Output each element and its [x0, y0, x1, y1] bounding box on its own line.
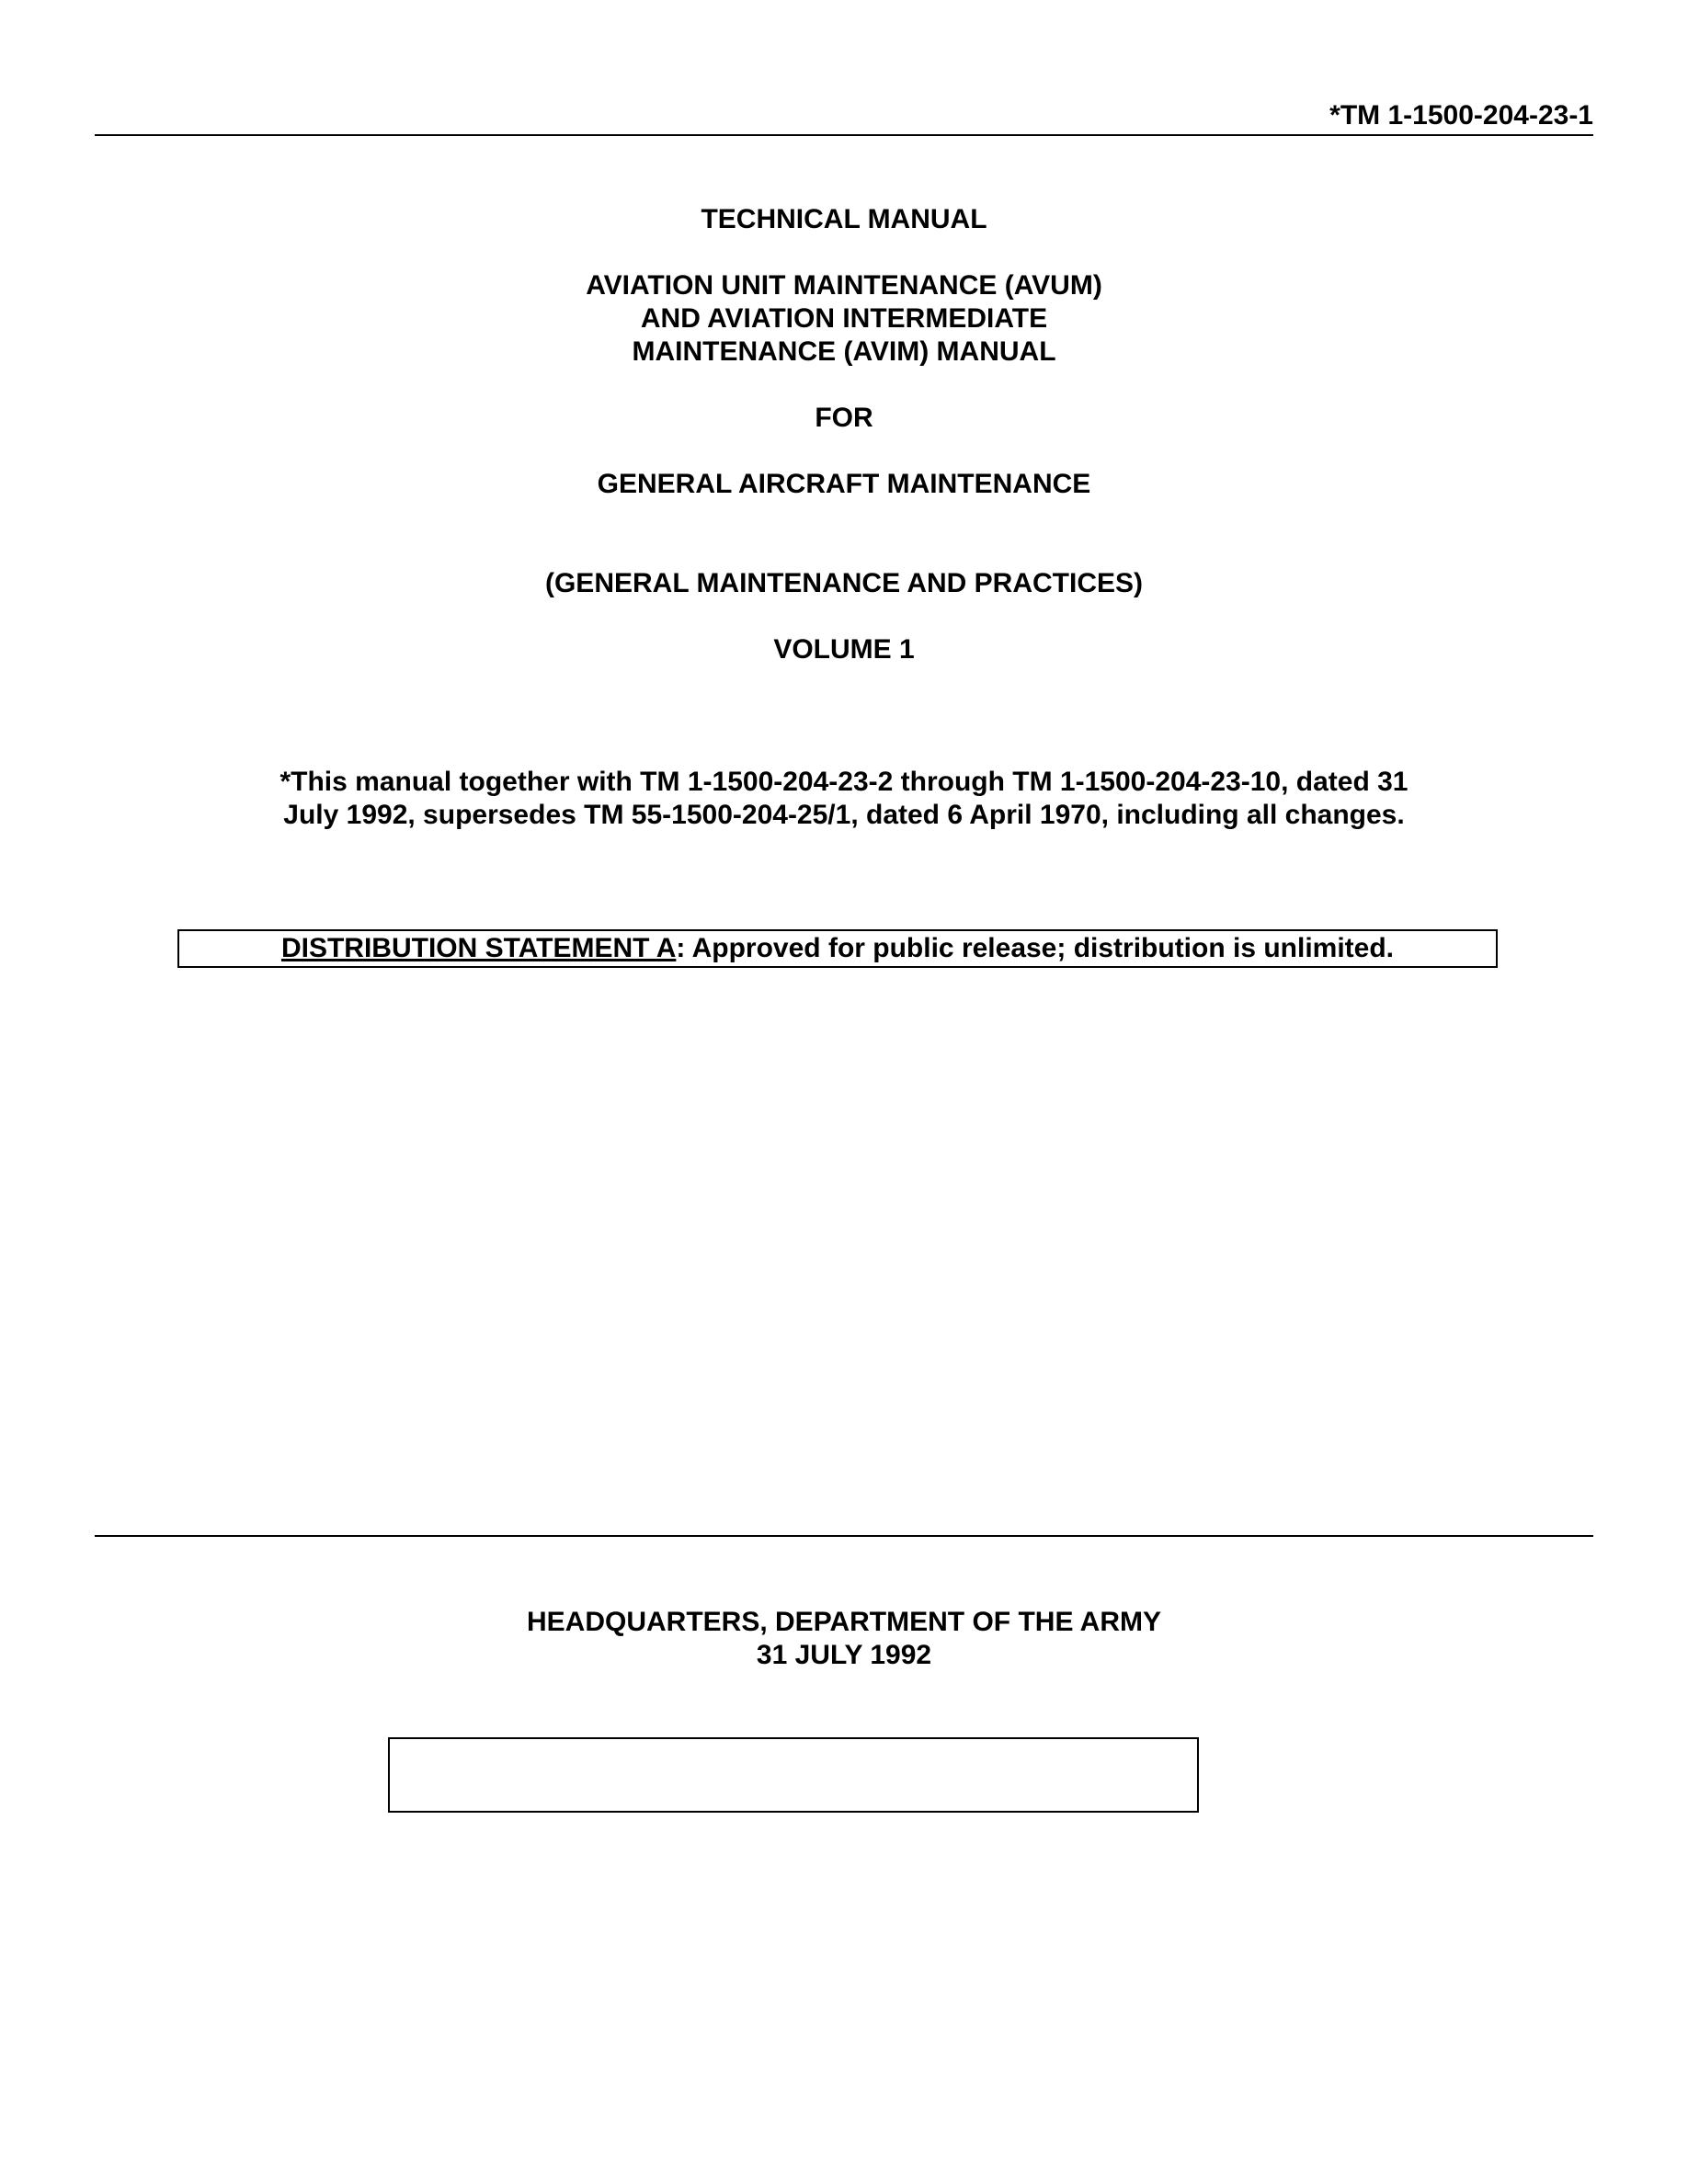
distribution-statement-text: : Approved for public release; distribution is unlimited. [676, 933, 1395, 963]
distribution-statement-box [177, 929, 1498, 968]
issue-date: 31 JULY 1992 [756, 1640, 932, 1670]
empty-bordered-box [388, 1737, 1199, 1813]
title-line-avim-manual: MAINTENANCE (AVIM) MANUAL [632, 336, 1056, 367]
issuer-headquarters: HEADQUARTERS, DEPARTMENT OF THE ARMY [527, 1607, 1161, 1637]
header-rule [95, 134, 1593, 136]
title-line-avum: AVIATION UNIT MAINTENANCE (AVUM) [586, 270, 1102, 301]
title-technical-manual: TECHNICAL MANUAL [701, 204, 987, 234]
supersession-line-1: *This manual together with TM 1-1500-204-23-2 through TM 1-1500-204-23-10, dated 31 [279, 767, 1409, 797]
title-general-aircraft-maintenance: GENERAL AIRCRAFT MAINTENANCE [597, 469, 1091, 499]
title-for: FOR [815, 403, 873, 433]
footer-rule [95, 1535, 1593, 1537]
title-line-avim-intro: AND AVIATION INTERMEDIATE [640, 303, 1048, 334]
document-number: *TM 1-1500-204-23-1 [1329, 100, 1593, 131]
title-general-maintenance-practices: (GENERAL MAINTENANCE AND PRACTICES) [544, 568, 1143, 598]
distribution-statement-label: DISTRIBUTION STATEMENT A [280, 933, 677, 963]
supersession-line-2: July 1992, supersedes TM 55-1500-204-25/1, dated 6 April 1970, including all changes. [283, 800, 1405, 830]
title-volume: VOLUME 1 [773, 634, 915, 665]
